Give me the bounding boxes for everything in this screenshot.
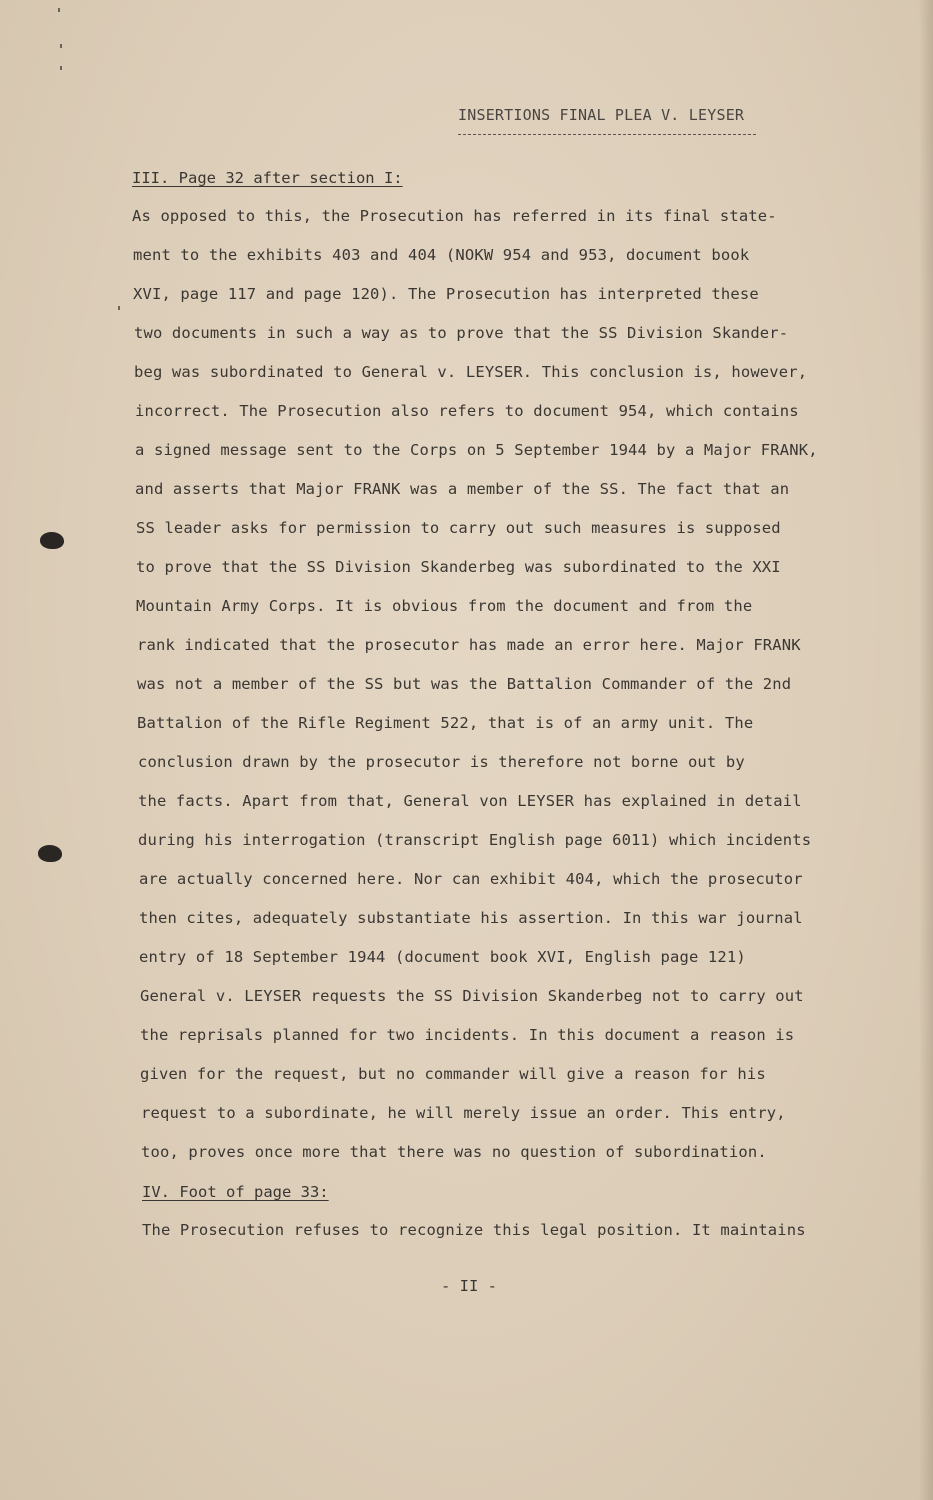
text-line: given for the request, but no commander will give a reason for his bbox=[140, 1065, 766, 1083]
text-line: Mountain Army Corps. It is obvious from the document and from the bbox=[136, 597, 753, 615]
title-dashed-rule bbox=[458, 134, 756, 135]
text-line: request to a subordinate, he will merely issue an order. This entry, bbox=[141, 1104, 786, 1122]
text-line: then cites, adequately substantiate his assertion. In this war journal bbox=[139, 909, 803, 927]
punch-hole-lower bbox=[38, 845, 62, 862]
text-line: are actually concerned here. Nor can exhibit 404, which the prosecutor bbox=[139, 870, 803, 888]
text-line: the facts. Apart from that, General von LEYSER has explained in detail bbox=[138, 792, 802, 810]
text-line: and asserts that Major FRANK was a member of the SS. The fact that an bbox=[135, 480, 790, 498]
text-line: General v. LEYSER requests the SS Division Skanderbeg not to carry out bbox=[140, 987, 804, 1005]
text-line: the reprisals planned for two incidents. In this document a reason is bbox=[140, 1026, 795, 1044]
text-line: SS leader asks for permission to carry out such measures is supposed bbox=[136, 519, 781, 537]
text-line: beg was subordinated to General v. LEYSER. This conclusion is, however, bbox=[134, 363, 808, 381]
text-line: during his interrogation (transcript English page 6011) which incidents bbox=[138, 831, 812, 849]
text-line: Battalion of the Rifle Regiment 522, that is of an army unit. The bbox=[137, 714, 754, 732]
text-line: to prove that the SS Division Skanderbeg was subordinated to the XXI bbox=[136, 558, 781, 576]
margin-mark bbox=[60, 66, 62, 70]
margin-mark bbox=[118, 306, 120, 310]
text-line: entry of 18 September 1944 (document book XVI, English page 121) bbox=[139, 948, 746, 966]
margin-mark bbox=[58, 8, 60, 12]
text-line: was not a member of the SS but was the Battalion Commander of the 2nd bbox=[137, 675, 792, 693]
page-number: - II - bbox=[441, 1277, 497, 1295]
text-line: rank indicated that the prosecutor has made an error here. Major FRANK bbox=[137, 636, 801, 654]
page-edge-shadow bbox=[919, 0, 933, 1500]
text-line: too, proves once more that there was no question of subordination. bbox=[141, 1143, 767, 1161]
text-line: As opposed to this, the Prosecution has referred in its final state- bbox=[132, 207, 777, 225]
text-line: conclusion drawn by the prosecutor is therefore not borne out by bbox=[138, 753, 745, 771]
text-line: XVI, page 117 and page 120). The Prosecution has interpreted these bbox=[133, 285, 759, 303]
document-title: INSERTIONS FINAL PLEA V. LEYSER bbox=[458, 106, 745, 124]
text-line: incorrect. The Prosecution also refers to document 954, which contains bbox=[135, 402, 799, 420]
text-line: two documents in such a way as to prove that the SS Division Skander- bbox=[134, 324, 789, 342]
text-line: a signed message sent to the Corps on 5 September 1944 by a Major FRANK, bbox=[135, 441, 818, 459]
section-heading-iv: IV. Foot of page 33: bbox=[142, 1183, 329, 1201]
punch-hole-upper bbox=[40, 532, 64, 549]
text-line: ment to the exhibits 403 and 404 (NOKW 954 and 953, document book bbox=[133, 246, 750, 264]
section-heading-iii: III. Page 32 after section I: bbox=[132, 169, 403, 187]
margin-mark bbox=[60, 44, 62, 48]
text-line: The Prosecution refuses to recognize this legal position. It maintains bbox=[142, 1221, 806, 1239]
